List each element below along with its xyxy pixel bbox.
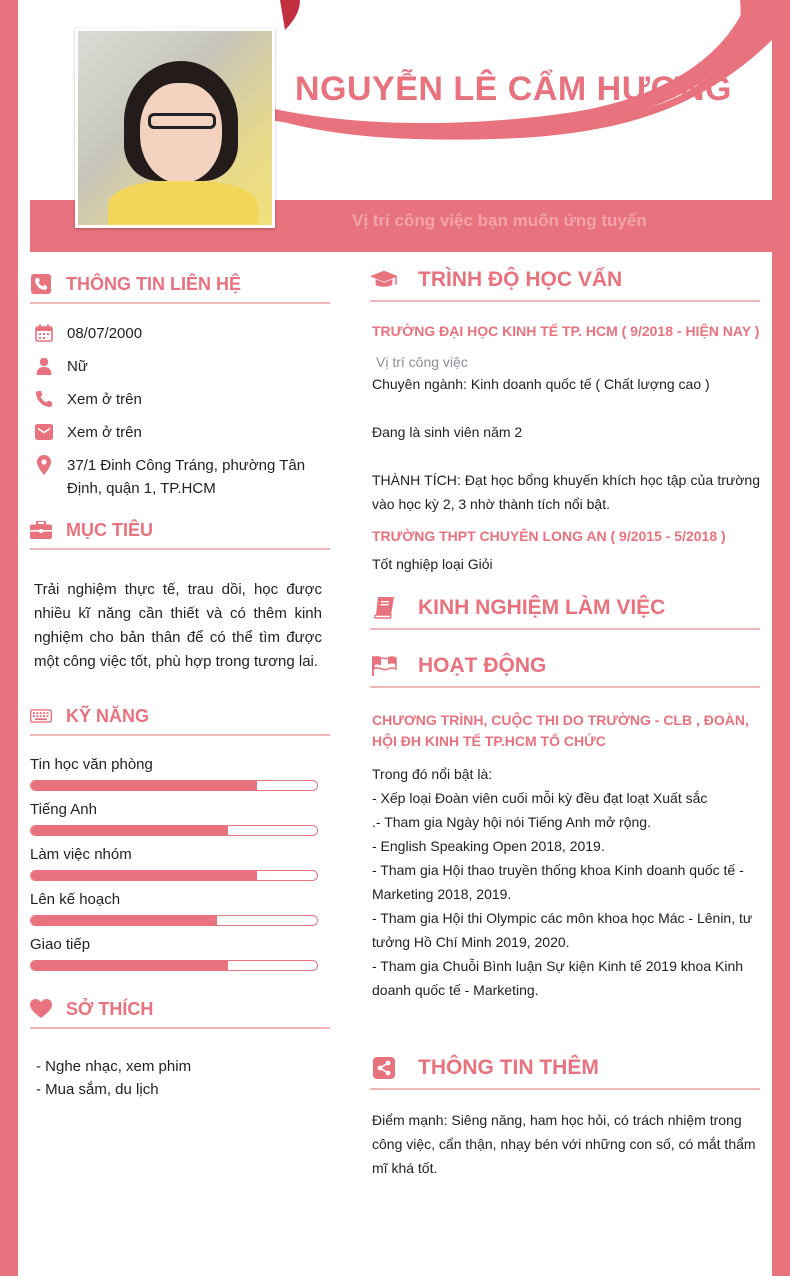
address-value: 37/1 Đinh Công Tráng, phường Tân Định, quận 1, TP.HCM bbox=[67, 457, 306, 497]
education-section-header bbox=[370, 262, 760, 302]
gender-value: Nữ bbox=[67, 358, 88, 375]
experience-section-header bbox=[370, 590, 760, 630]
skill-item bbox=[30, 891, 330, 926]
briefcase-icon bbox=[30, 519, 52, 541]
desired-position: Vị trí công việc bạn muốn ứng tuyển bbox=[352, 211, 647, 230]
skill-progress-bar bbox=[30, 960, 318, 971]
skill-progress-bar bbox=[30, 915, 318, 926]
hobbies-list bbox=[30, 1055, 330, 1101]
school-name: TRƯỜNG THPT CHUYÊN LONG AN ( 9/2015 - 5/2018 ) bbox=[372, 528, 726, 544]
contact-phone bbox=[30, 388, 330, 411]
activity-line: Trong đó nổi bật là: bbox=[372, 766, 493, 782]
right-column bbox=[370, 262, 760, 1180]
extra-text: Điểm mạnh: Siêng năng, ham học hỏi, có trách nhiệm trong công việc, cẩn thận, nhạy bén với những con số, có mắt thẩm mĩ khá tốt. bbox=[372, 1112, 756, 1176]
objective-text: Trải nghiệm thực tế, trau dồi, học được nhiều kĩ năng cần thiết và có thêm kinh nghiệm cho bản thân để có thể tìm được một công việc tốt, phù hợp trong tương lai. bbox=[34, 581, 322, 670]
skill-progress-fill bbox=[31, 781, 257, 790]
skill-progress-fill bbox=[31, 961, 228, 970]
school-achievement: THÀNH TÍCH: Đạt học bổng khuyến khích học tập của trường vào học kỳ 2, 3 nhờ thành tích nổi bật. bbox=[372, 472, 760, 512]
left-column bbox=[30, 268, 330, 1101]
skills-list bbox=[30, 756, 330, 971]
skill-item bbox=[30, 936, 330, 971]
skill-progress-fill bbox=[31, 826, 228, 835]
activity-line: - Tham gia Chuỗi Bình luận Sự kiện Kinh tế 2019 khoa Kinh doanh quốc tế - Marketing. bbox=[372, 958, 744, 998]
education-section-title: TRÌNH ĐỘ HỌC VẤN bbox=[418, 268, 623, 291]
contact-section-header bbox=[30, 268, 330, 304]
map-pin-icon bbox=[30, 454, 56, 476]
school-status: Đang là sinh viên năm 2 bbox=[372, 424, 523, 440]
skill-label: Lên kế hoạch bbox=[30, 891, 121, 908]
activity-line: - Xếp loại Đoàn viên cuối mỗi kỳ đều đạt loạt Xuất sắc bbox=[372, 790, 708, 806]
skill-progress-fill bbox=[31, 916, 217, 925]
extra-section-header bbox=[370, 1050, 760, 1090]
envelope-icon bbox=[30, 421, 56, 443]
school-role: Vị trí công việc bbox=[376, 354, 468, 370]
skill-label: Tiếng Anh bbox=[30, 801, 97, 818]
activity-line: .- Tham gia Ngày hội nói Tiếng Anh mở rộng. bbox=[372, 814, 651, 830]
education-entries bbox=[370, 321, 760, 576]
keyboard-icon bbox=[30, 705, 52, 727]
contact-email bbox=[30, 421, 330, 444]
skills-section-title: KỸ NĂNG bbox=[66, 705, 150, 726]
skill-item bbox=[30, 846, 330, 881]
skill-progress-bar bbox=[30, 780, 318, 791]
calendar-icon bbox=[30, 322, 56, 344]
contact-gender bbox=[30, 355, 330, 378]
school-name: TRƯỜNG ĐẠI HỌC KINH TẾ TP. HCM ( 9/2018 - HIỆN NAY ) bbox=[372, 323, 760, 339]
phone-handset-icon bbox=[30, 388, 56, 410]
hobby-item: - Nghe nhạc, xem phim bbox=[36, 1058, 192, 1075]
share-icon bbox=[370, 1057, 398, 1079]
phone-icon bbox=[30, 273, 52, 295]
contact-birthday bbox=[30, 322, 330, 345]
birthday-value: 08/07/2000 bbox=[67, 325, 143, 342]
skill-label: Làm việc nhóm bbox=[30, 846, 132, 863]
skill-progress-bar bbox=[30, 825, 318, 836]
activity-line: - English Speaking Open 2018, 2019. bbox=[372, 838, 605, 854]
heart-icon bbox=[30, 998, 52, 1020]
skill-item bbox=[30, 801, 330, 836]
activities-section-title: HOẠT ĐỘNG bbox=[418, 654, 547, 677]
header-banner bbox=[0, 0, 790, 252]
hobby-item: - Mua sắm, du lịch bbox=[36, 1081, 159, 1098]
activity-line: - Tham gia Hội thi Olympic các môn khoa học Mác - Lênin, tư tưởng Hồ Chí Minh 2019, 2020. bbox=[372, 910, 753, 950]
skill-item bbox=[30, 756, 330, 791]
objective-section-header bbox=[30, 514, 330, 550]
skill-progress-bar bbox=[30, 870, 318, 881]
person-icon bbox=[30, 355, 56, 377]
profile-photo bbox=[75, 28, 275, 228]
skill-label: Giao tiếp bbox=[30, 936, 91, 953]
hobbies-section-title: SỞ THÍCH bbox=[66, 998, 154, 1019]
contact-address bbox=[30, 454, 330, 500]
hobbies-section-header bbox=[30, 993, 330, 1029]
extra-section-title: THÔNG TIN THÊM bbox=[418, 1056, 599, 1079]
school-result: Tốt nghiệp loại Giỏi bbox=[372, 556, 493, 572]
candidate-name: NGUYỄN LÊ CẨM HƯƠNG bbox=[295, 70, 732, 108]
activities-content bbox=[370, 710, 760, 1002]
experience-section-title: KINH NGHIỆM LÀM VIỆC bbox=[418, 596, 666, 619]
skill-progress-fill bbox=[31, 871, 257, 880]
school-major: Chuyên ngành: Kinh doanh quốc tế ( Chất lượng cao ) bbox=[372, 376, 710, 392]
objective-section-title: MỤC TIÊU bbox=[66, 519, 153, 540]
contact-section-title: THÔNG TIN LIÊN HỆ bbox=[66, 273, 241, 294]
flag-icon bbox=[370, 655, 398, 677]
skills-section-header bbox=[30, 700, 330, 736]
book-icon bbox=[370, 597, 398, 619]
contact-list bbox=[30, 322, 330, 500]
email-value[interactable]: Xem ở trên bbox=[67, 424, 142, 441]
activities-section-header bbox=[370, 648, 760, 688]
activity-line: - Tham gia Hội thao truyền thống khoa Kinh doanh quốc tế - Marketing 2018, 2019. bbox=[372, 862, 744, 902]
activities-lines bbox=[372, 762, 760, 1002]
phone-value[interactable]: Xem ở trên bbox=[67, 391, 142, 408]
graduation-cap-icon bbox=[370, 269, 398, 291]
activities-heading: CHƯƠNG TRÌNH, CUỘC THI DO TRƯỜNG - CLB , ĐOÀN, HỘI ĐH KINH TẾ TP.HCM TỔ CHỨC bbox=[372, 712, 749, 749]
skill-label: Tin học văn phòng bbox=[30, 756, 153, 773]
